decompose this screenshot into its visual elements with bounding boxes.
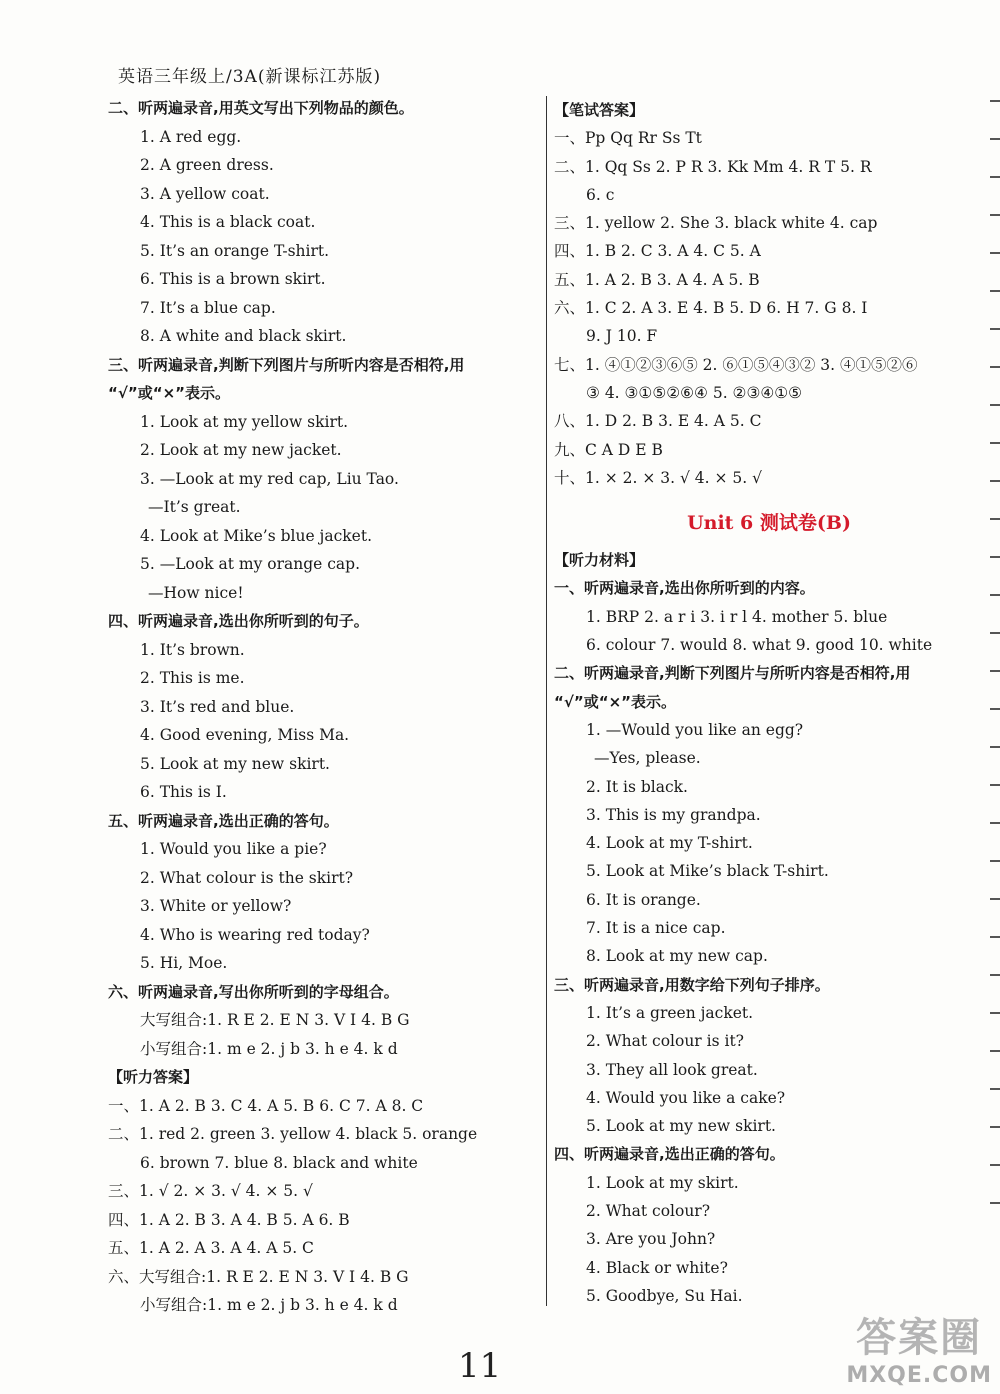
section-heading: “√”或“×”表示。 (554, 692, 677, 711)
text-line: 3. —Look at my red cap, Liu Tao. (140, 469, 399, 488)
text-line: 2. What colour is it? (586, 1032, 744, 1051)
text-line: 6. This is I. (140, 783, 227, 801)
written-answers-section (554, 96, 984, 492)
text-line: 1. It’s a green jacket. (586, 1003, 754, 1022)
answer-line: 三、1. √ 2. × 3. √ 4. × 5. √ (108, 1182, 313, 1200)
text-line: 5. Look at my new skirt. (140, 754, 330, 773)
answer-line: 七、1. ④①②③⑥⑤ 2. ⑥①⑤④③② 3. ④①⑤②⑥ (554, 355, 918, 374)
unit-title: Unit 6 测试卷(B) (687, 512, 851, 535)
text-line: —Yes, please. (594, 749, 701, 768)
answer-line: 六、大写组合:1. R E 2. E N 3. V I 4. B G (108, 1267, 409, 1286)
listening-material-section (554, 546, 984, 1310)
text-line: 大写组合:1. R E 2. E N 3. V I 4. B G (140, 1011, 410, 1029)
text-line: 3. Are you John? (586, 1230, 716, 1249)
answer-line: 一、Pp Qq Rr Ss Tt (554, 129, 702, 148)
text-line: 1. It’s brown. (140, 640, 245, 659)
text-line: —How nice! (148, 583, 244, 602)
watermark-logo: 答案圈 (856, 1315, 983, 1361)
text-line: 5. —Look at my orange cap. (140, 555, 361, 573)
answer-line: 二、1. red 2. green 3. yellow 4. black 5. orange (108, 1125, 478, 1143)
answer-line: 九、C A D E B (554, 440, 663, 459)
text-line: 1. BRP 2. a r i 3. i r l 4. mother 5. blue (586, 607, 888, 626)
text-line: 6. This is a brown skirt. (140, 270, 326, 288)
section-heading: 四、听两遍录音,选出正确的答句。 (554, 1145, 785, 1164)
answer-line: 6. brown 7. blue 8. black and white (140, 1153, 418, 1172)
text-line: 1. —Would you like an egg? (586, 720, 804, 739)
section-heading: 五、听两遍录音,选出正确的答句。 (108, 811, 339, 830)
text-line: 1. A red egg. (140, 127, 242, 146)
answer-line: 二、1. Qq Ss 2. P R 3. Kk Mm 4. R T 5. R (554, 157, 872, 176)
text-line: 6. It is orange. (586, 890, 701, 909)
text-line: 1. Would you like a pie? (140, 840, 327, 858)
right-column (554, 96, 984, 1310)
section-heading: “√”或“×”表示。 (108, 384, 231, 402)
answer-line: 四、1. B 2. C 3. A 4. C 5. A (554, 242, 761, 261)
watermark-url: MXQE.COM (846, 1363, 992, 1388)
text-line: 4. Who is wearing red today? (140, 925, 370, 944)
section-heading: 一、听两遍录音,选出你所听到的内容。 (554, 579, 815, 598)
page-header: 英语三年级上/3A(新课标江苏版) (118, 67, 382, 87)
answer-line: 五、1. A 2. B 3. A 4. A 5. B (554, 270, 760, 289)
text-line: 4. This is a black coat. (140, 213, 316, 231)
watermark (846, 1306, 992, 1388)
text-line: 3. It’s red and blue. (140, 697, 295, 716)
text-line: 2. What colour? (586, 1201, 711, 1220)
text-line: 3. A yellow coat. (140, 184, 270, 203)
text-line: 6. colour 7. would 8. what 9. good 10. white (586, 636, 933, 655)
page-number: 11 (458, 1346, 502, 1386)
text-line: 1. Look at my skirt. (586, 1173, 739, 1192)
text-line: —It’s great. (148, 498, 241, 516)
text-line: 2. Look at my new jacket. (140, 441, 342, 459)
section-heading: 二、听两遍录音,用英文写出下列物品的颜色。 (108, 99, 414, 117)
bracket-heading: 【听力材料】 (554, 551, 645, 570)
text-line: 小写组合:1. m e 2. j b 3. h e 4. k d (140, 1039, 398, 1058)
answer-line: 十、1. × 2. × 3. √ 4. × 5. √ (554, 468, 763, 487)
section-heading: 三、听两遍录音,判断下列图片与所听内容是否相符,用 (108, 355, 465, 374)
text-line: 8. A white and black skirt. (140, 327, 347, 345)
text-line: 2. A green dress. (140, 156, 274, 174)
text-line: 5. Goodbye, Su Hai. (586, 1286, 743, 1305)
text-line: 4. Look at Mike’s blue jacket. (140, 526, 373, 545)
bracket-heading: 【笔试答案】 (554, 101, 645, 119)
answer-line: 四、1. A 2. B 3. A 4. B 5. A 6. B (108, 1210, 350, 1229)
answer-line: ③ 4. ③①⑤②⑥④ 5. ②③④①⑤ (586, 383, 803, 402)
text-line: 7. It’s a blue cap. (140, 298, 276, 317)
text-line: 4. Would you like a cake? (586, 1088, 786, 1107)
text-line: 4. Look at my T-shirt. (586, 834, 753, 853)
text-line: 3. White or yellow? (140, 897, 292, 915)
left-column (108, 94, 540, 1320)
answer-line: 一、1. A 2. B 3. C 4. A 5. B 6. C 7. A 8. C (108, 1096, 424, 1115)
section-heading: 二、听两遍录音,判断下列图片与所听内容是否相符,用 (554, 664, 911, 683)
edge-marks (990, 100, 1000, 1300)
answer-line: 小写组合:1. m e 2. j b 3. h e 4. k d (140, 1296, 398, 1314)
text-line: 5. Look at Mike’s black T-shirt. (586, 862, 829, 881)
section-heading: 三、听两遍录音,用数字给下列句子排序。 (554, 975, 830, 994)
answer-line: 八、1. D 2. B 3. E 4. A 5. C (554, 412, 762, 431)
answer-line: 9. J 10. F (586, 327, 658, 346)
text-line: 5. Look at my new skirt. (586, 1117, 776, 1136)
section-heading: 四、听两遍录音,选出你所听到的句子。 (108, 612, 369, 630)
text-line: 8. Look at my new cap. (586, 947, 768, 966)
text-line: 2. What colour is the skirt? (140, 868, 354, 887)
bracket-heading: 【听力答案】 (108, 1068, 199, 1086)
answer-line: 五、1. A 2. A 3. A 4. A 5. C (108, 1239, 314, 1257)
text-line: 4. Black or white? (586, 1258, 728, 1277)
answer-line: 6. c (586, 185, 615, 204)
text-line: 3. This is my grandpa. (586, 805, 761, 824)
text-line: 5. It’s an orange T-shirt. (140, 241, 330, 260)
text-line: 2. This is me. (140, 669, 245, 687)
text-line: 1. Look at my yellow skirt. (140, 412, 349, 431)
text-line: 5. Hi, Moe. (140, 954, 228, 972)
answer-line: 六、1. C 2. A 3. E 4. B 5. D 6. H 7. G 8. I (554, 299, 868, 318)
column-divider (546, 96, 547, 1306)
text-line: 7. It is a nice cap. (586, 919, 726, 938)
text-line: 4. Good evening, Miss Ma. (140, 726, 350, 744)
text-line: 3. They all look great. (586, 1060, 758, 1079)
answer-line: 三、1. yellow 2. She 3. black white 4. cap (554, 214, 878, 233)
section-heading: 六、听两遍录音,写出你所听到的字母组合。 (108, 982, 399, 1001)
text-line: 2. It is black. (586, 777, 688, 796)
